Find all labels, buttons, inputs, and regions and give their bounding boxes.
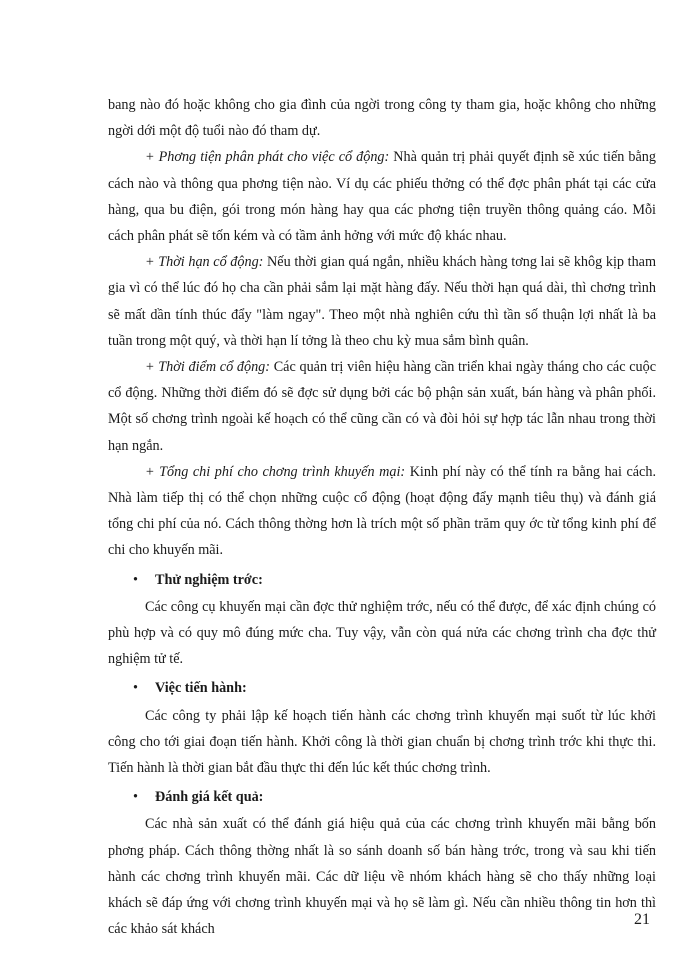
paragraph (108, 459, 656, 564)
paragraph-body: Các quản trị viên hiệu hàng cần triển khai ngày tháng cho các cuộc cổ động. Những thời điểm đó sẽ đợc sử dụng bởi các bộ phận sản xuất, bán hàng và phân phối. Một số chơng trình ngoài kế hoạch có thể cũng cần có và đòi hỏi sự hợp tác lẫn nhau trong thời hạn ngắn. (108, 359, 657, 454)
paragraph-lead: + Phơng tiện phân phát cho việc cổ động: (145, 149, 390, 166)
section-heading-pretest (108, 567, 656, 593)
bullet-icon: • (133, 789, 138, 806)
section-heading-implementation (108, 675, 656, 701)
heading-text: Đánh giá kết quả: (155, 789, 264, 806)
paragraph-lead: + Tổng chi phí cho chơng trình khuyến mại: (145, 463, 406, 480)
paragraph-body: Nhà quản trị phải quyết định sẽ xúc tiến bằng cách nào và thông qua phơng tiện nào. Ví dụ các phiếu thởng có thể đợc phân phát tại các cửa hàng, qua bu điện, gói trong món hàng hay qua các phơng tiện truyền thông quảng cáo. Mỗi cách phân phát sẽ tốn kém và có tầm ảnh hởng với mức độ khác nhau. (108, 149, 656, 245)
section-heading-evaluation (108, 784, 656, 810)
paragraph: Các nhà sản xuất có thể đánh giá hiệu quả của các chơng trình khuyến mãi bằng bốn phơng pháp. Cách thông thờng nhất là so sánh doanh số bán hàng trớc, trong và sau khi tiến hành các chơng trình khuyến mãi. Các dữ liệu về nhóm khách hàng sẽ cho thấy những loại khách sẽ đáp ứng với chơng trình khuyến mại và họ sẽ làm gì. Nếu cần nhiều thông tin hơn thì các khảo sát khách (108, 816, 656, 938)
paragraph: bang nào đó hoặc không cho gia đình của ngời trong công ty tham gia, hoặc không cho những ngời dới một độ tuổi nào đó tham dự. (108, 97, 656, 140)
paragraph-body: Kinh phí này có thể tính ra bằng hai cách. Nhà làm tiếp thị có thể chọn những cuộc cổ động (hoạt động đẩy mạnh tiêu thụ) và đánh giá tổng chi phí của nó. Cách thông thờng hơn là trích một số phần trăm quy ớc từ tổng kinh phí để chi cho khuyến mãi. (108, 463, 656, 559)
paragraph (108, 354, 656, 459)
paragraph-lead: + Thời điểm cổ động: (145, 359, 270, 376)
paragraph (108, 144, 656, 249)
paragraph: Các công ty phải lập kế hoạch tiến hành các chơng trình khuyến mại suốt từ lúc khởi công cho tới giai đoạn tiến hành. Khởi công là thời gian chuẩn bị chơng trình trớc khi thực thi. Tiến hành là thời gian bắt đầu thực thi đến lúc kết thúc chơng trình. (108, 707, 656, 777)
paragraph: Các công cụ khuyến mại cần đợc thử nghiệm trớc, nếu có thể được, để xác định chúng có phù hợp và có quy mô đúng mức cha. Tuy vậy, vẫn còn quá nửa các chơng trình cha đợc thử nghiệm tử tế. (108, 598, 656, 668)
heading-text: Việc tiến hành: (155, 680, 247, 697)
document-body (108, 92, 656, 943)
bullet-icon: • (133, 571, 138, 588)
bullet-icon: • (133, 680, 138, 697)
page-number: 21 (634, 911, 650, 928)
paragraph-body: Nếu thời gian quá ngắn, nhiều khách hàng tơng lai sẽ khôg kịp tham gia vì có thể lúc đó họ cha cần phải sắm lại mặt hàng đấy. Nếu thời hạn quá dài, thì chơng trình sẽ mất dần tính thúc đẩy "làm ngay". Theo một nhà nghiên cứu thì tần số thuận lợi nhất là ba tuần trong một quý, và thời hạn lí tởng là theo chu kỳ mua sắm bình quân. (108, 254, 656, 349)
heading-text: Thử nghiệm trớc: (155, 571, 263, 588)
paragraph (108, 249, 656, 354)
paragraph-lead: + Thời hạn cổ động: (145, 254, 264, 271)
